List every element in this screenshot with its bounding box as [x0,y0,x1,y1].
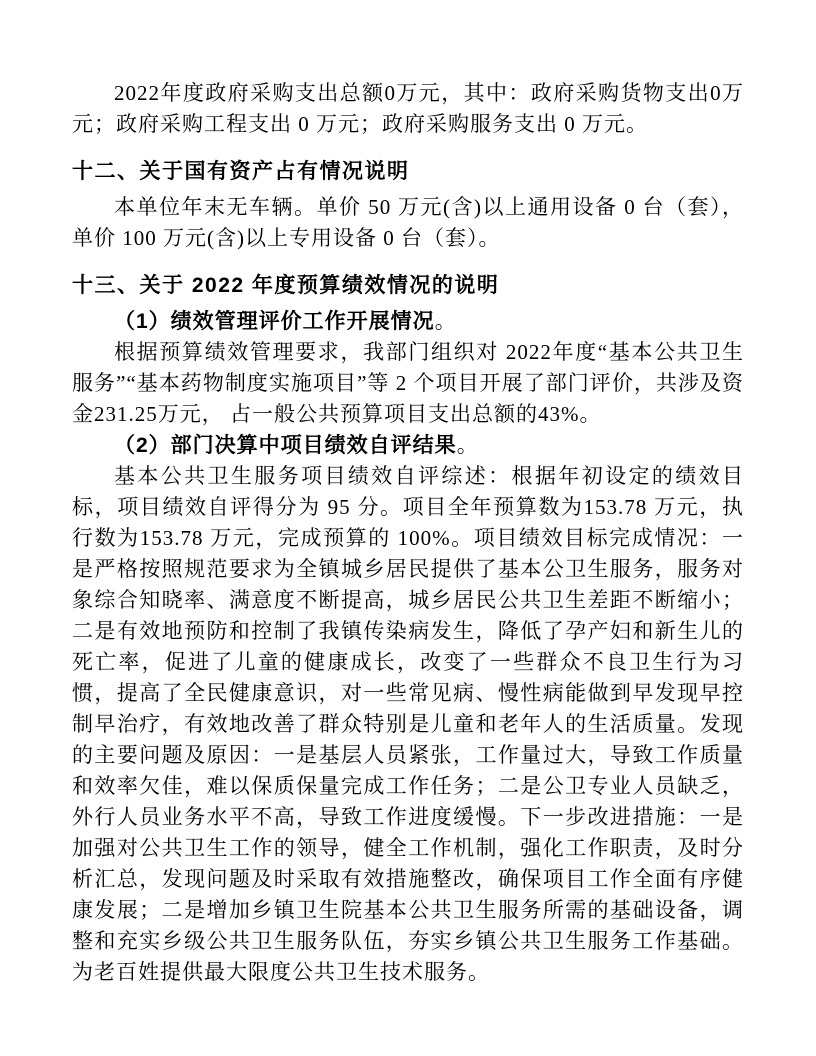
performance-eval-subheading-text: （1）绩效管理评价工作开展情况 [114,310,435,333]
self-eval-subheading-text: （2）部门决算中项目绩效自评结果 [114,434,457,457]
performance-section-heading: 十三、关于 2022 年度预算绩效情况的说明 [72,274,500,297]
self-eval-subheading-tail: 。 [456,433,479,457]
self-eval-paragraph: 基本公共卫生服务项目绩效自评综述：根据年初设定的绩效目标，项目绩效自评得分为 95 分。项目全年预算数为153.78 万元，执行数为153.78 万元，完成预算的 100%。项目绩效目标完成情况：一是严格按照规范要求为全镇城乡居民提供了基本公卫生服务，服务对象综合知晓率、满意度不断提高，城乡居民公共卫生差距不断缩小；二是有效地预防和控制了我镇传染病发生，降低了孕产妇和新生儿的死亡率，促进了儿童的健康成长，改变了一些群众不良卫生行为习惯，提高了全民健康意识，对一些常见病、慢性病能做到早发现早控制早治疗，有效地改善了群众特别是儿童和老年人的生活质量。发现的主要问题及原因：一是基层人员紧张，工作量过大，导致工作质量和效率欠佳，难以保质保量完成工作任务；二是公卫专业人员缺乏，外行人员业务水平不高，导致工作进度缓慢。下一步改进措施：一是加强对公共卫生工作的领导，健全工作机制，强化工作职责，及时分析汇总，发现问题及时采取有效措施整改，确保项目工作全面有序健康发展；二是增加乡镇卫生院基本公共卫生服务所需的基础设备，调整和充实乡级公共卫生服务队伍，夯实乡镇公共卫生服务工作基础。为老百姓提供最大限度公共卫生技术服务。 [72,464,744,984]
assets-section-heading: 十二、关于国有资产占有情况说明 [72,160,410,183]
procurement-paragraph: 2022年度政府采购支出总额0万元，其中：政府采购货物支出0万元；政府采购工程支出 0 万元；政府采购服务支出 0 万元。 [72,81,744,136]
performance-eval-paragraph: 根据预算绩效管理要求，我部门组织对 2022年度“基本公共卫生服务”“基本药物制度实施项目”等 2 个项目开展了部门评价，共涉及资金231.25万元， 占一般公共预算项目支出总额的43%。 [72,340,744,426]
performance-eval-subheading-tail: 。 [434,309,457,333]
document-body [72,78,744,988]
performance-eval-subheading [72,306,744,337]
assets-paragraph: 本单位年末无车辆。单价 50 万元(含)以上通用设备 0 台（套），单价 100 万元(含)以上专用设备 0 台（套）。 [72,195,744,250]
self-eval-subheading [72,430,744,461]
